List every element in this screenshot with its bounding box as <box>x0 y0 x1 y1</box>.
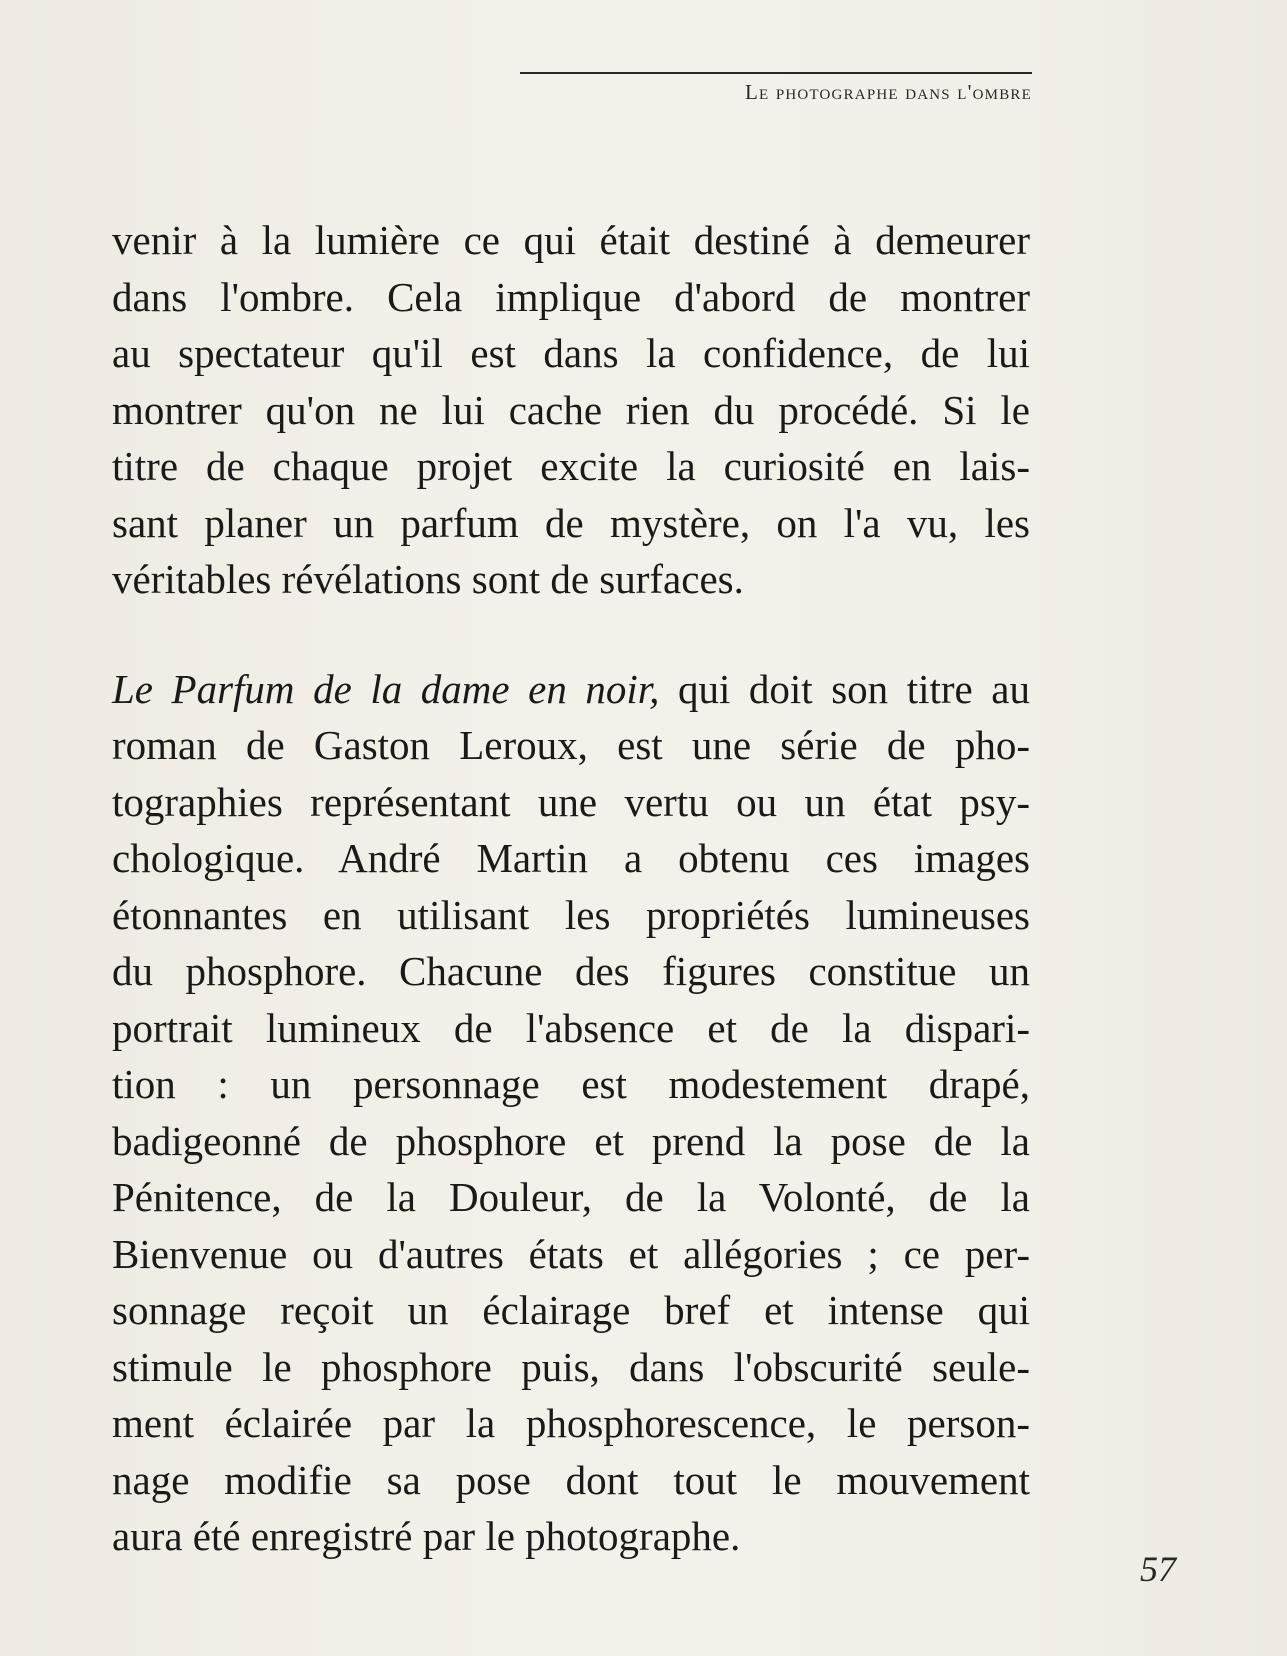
text-line: sonnage reçoit un éclairage bref et intense qui <box>112 1287 1030 1333</box>
text-line: ment éclairée par la phosphorescence, le person- <box>112 1400 1030 1446</box>
text-line: stimule le phosphore puis, dans l'obscurité seule- <box>112 1343 1030 1390</box>
text-line: chologique. André Martin a obtenu ces images <box>112 835 1030 881</box>
body-text <box>112 212 1030 1565</box>
text-line: roman de Gaston Leroux, est une série de pho- <box>112 722 1030 768</box>
text-line: au spectateur qu'il est dans la confidence, de lui <box>112 330 1030 376</box>
book-title: Le Parfum de la dame en noir, <box>112 665 660 712</box>
text-line: tion : un personnage est modestement drapé, <box>112 1061 1030 1107</box>
text-fragment: qui doit son titre au <box>659 665 1030 712</box>
text-line: venir à la lumière ce qui était destiné à demeurer <box>112 217 1030 263</box>
running-head: Le photographe dans l'ombre <box>744 80 1032 104</box>
text-line: montrer qu'on ne lui cache rien du procédé. Si le <box>112 386 1030 433</box>
text-line: étonnantes en utilisant les propriétés lumineuses <box>112 891 1030 938</box>
text-line: titre de chaque projet excite la curiosité en lais- <box>112 443 1030 489</box>
text-line: tographies représentant une vertu ou un état psy- <box>112 778 1030 825</box>
text-line: Pénitence, de la Douleur, de la Volonté, de la <box>112 1174 1030 1220</box>
text-line: Bienvenue ou d'autres états et allégories ; ce per- <box>112 1230 1030 1277</box>
text-line: dans l'ombre. Cela implique d'abord de montrer <box>112 273 1030 320</box>
text-line: aura été enregistré par le photographe. <box>112 1513 741 1559</box>
paragraph-2 <box>112 661 1030 1565</box>
text-line-first <box>112 661 1030 718</box>
text-line: véritables révélations sont de surfaces. <box>112 556 744 602</box>
text-line: nage modifie sa pose dont tout le mouvement <box>112 1456 1030 1503</box>
header-rule <box>520 72 1032 74</box>
text-line: badigeonné de phosphore et prend la pose de la <box>112 1117 1030 1164</box>
text-line: sant planer un parfum de mystère, on l'a vu, les <box>112 499 1030 546</box>
text-line: portrait lumineux de l'absence et de la dispari- <box>112 1004 1030 1051</box>
page-number: 57 <box>1140 1549 1176 1589</box>
text-line: du phosphore. Chacune des figures constitue un <box>112 948 1030 994</box>
paragraph-1 <box>112 212 1030 608</box>
paragraph-gap <box>112 608 1030 661</box>
